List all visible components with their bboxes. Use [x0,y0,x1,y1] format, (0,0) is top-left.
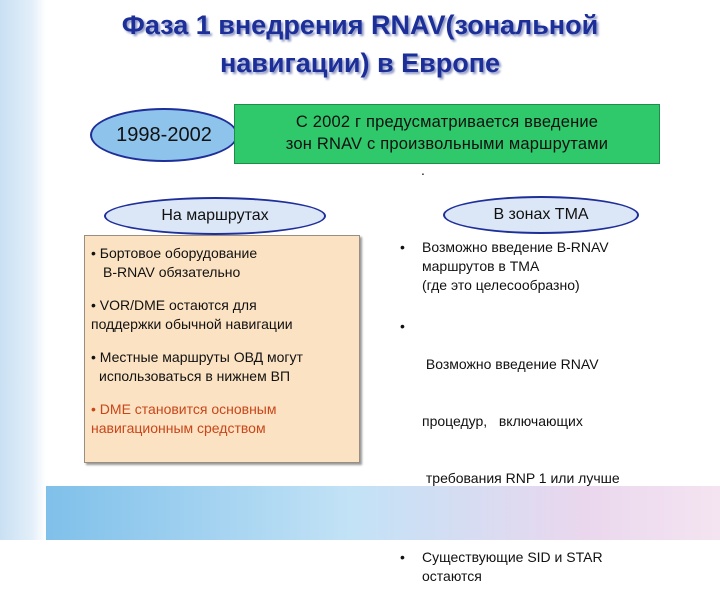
title-line-1: Фаза 1 внедрения RNAV(зональной [121,10,599,40]
routes-item-highlight [91,400,355,438]
dot-mark: . [421,162,425,178]
routes-panel [84,235,360,463]
bullet: • [400,239,405,255]
routes-item-line-1: • VOR/DME остаются для [91,297,257,313]
tma-item-line: Возможно введение B-RNAV [422,239,609,255]
green-info-box [234,104,660,164]
green-line-2: зон RNAV с произвольными маршрутами [285,135,609,153]
tma-item-line: (где это целесообразно) [422,277,580,293]
routes-item-line-1: • DME становится основным [91,401,277,417]
routes-item-line-1: • Местные маршруты ОВД могут [91,349,303,365]
tma-item-line: остаются [422,568,482,584]
routes-item [91,348,355,386]
routes-item-line-2: использоваться в нижнем ВП [99,368,291,384]
period-ellipse: 1998-2002 [90,108,238,162]
routes-item-line-2: B-RNAV обязательно [103,264,241,280]
routes-ellipse: На маршрутах [104,197,326,235]
tma-list [400,238,700,608]
tma-ellipse: В зонах ТМА [443,196,639,234]
green-line-1: С 2002 г предусматривается введение [295,113,599,131]
routes-item-line-2: навигационным средством [91,420,266,436]
tma-item [400,317,700,526]
tma-item-line: процедур, включающих [422,413,583,429]
bullet: • [400,549,405,565]
bullet: • [400,318,405,334]
tma-item-line: Существующие SID и STAR [422,549,603,565]
tma-item-line: требования RNP 1 или лучше [422,470,620,486]
title-line-2: навигации) в Европе [219,48,501,78]
routes-item [91,244,355,282]
tma-item-line: Возможно введение RNAV [422,356,599,372]
routes-item [91,296,355,334]
routes-item-line-2: поддержки обычной навигации [91,316,293,332]
routes-item-line-1: • Бортовое оборудование [91,245,258,261]
tma-item [400,238,700,295]
tma-item [400,548,700,586]
slide-title [40,6,680,82]
tma-item-line: маршрутов в ТМА [422,258,540,274]
